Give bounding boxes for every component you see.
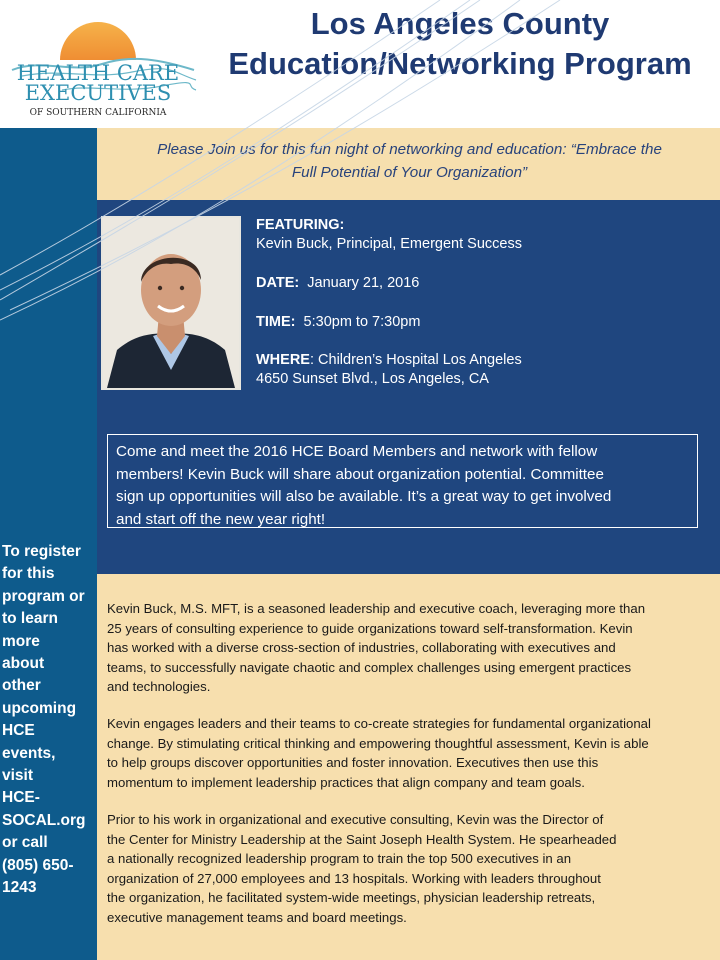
speaker-portrait-photo — [103, 218, 239, 388]
logo-line2: EXECUTIVES — [24, 81, 172, 105]
description-line: and start off the new year right! — [116, 510, 326, 528]
time-value: 5:30pm to 7:30pm — [303, 314, 421, 330]
bio-line: teams, to successfully navigate chaotic and complex challenges using emergent practices — [107, 659, 632, 675]
bio-line: Prior to his work in organizational and executive consulting, Kevin was the Director of — [107, 812, 604, 827]
registration-info — [2, 541, 94, 900]
featuring-value: Kevin Buck, Principal, Emergent Success — [256, 236, 522, 252]
description-line: Come and meet the 2016 HCE Board Members and network with fellow — [116, 443, 598, 460]
where-line2: 4650 Sunset Blvd., Los Angeles, CA — [256, 371, 489, 387]
bio-line: a nationally recognized leadership program to train the top 500 executives in an — [107, 851, 572, 866]
time-block — [256, 313, 420, 332]
sidebar-line: for this — [2, 565, 55, 583]
bio-line: and technologies. — [107, 679, 211, 694]
bio-line: the organization, he facilitated system-wide meetings, physician leadership retreats, — [107, 890, 596, 905]
sidebar-line: to learn — [2, 610, 58, 628]
sun-waves-logo-icon — [2, 14, 198, 122]
bio-line: the Center for Ministry Leadership at the Saint Joseph Health System. He spearheaded — [107, 831, 617, 847]
intro-line: Full Potential of Your Organization” — [291, 164, 528, 181]
logo-line3: OF SOUTHERN CALIFORNIA — [29, 108, 167, 118]
where-label: WHERE — [256, 352, 310, 368]
title-line1: Los Angeles County — [310, 6, 610, 41]
bio-paragraph-1 — [107, 599, 713, 697]
intro-line: Please Join us for this fun night of networking and education: “Embrace the — [157, 141, 662, 158]
sidebar-line: HCE- — [2, 789, 40, 807]
bio-line: momentum to implement leadership practices that align company and team goals. — [107, 774, 585, 790]
sidebar-line: upcoming — [2, 699, 77, 717]
sidebar-line: or call — [2, 834, 48, 852]
date-label: DATE: — [256, 275, 300, 291]
bio-paragraph-2 — [107, 714, 713, 792]
featuring-block — [256, 216, 522, 254]
website-link[interactable]: SOCAL.org — [2, 811, 86, 829]
event-description — [107, 434, 698, 528]
sidebar-line: To register — [2, 543, 81, 560]
logo-line1: HEALTH CARE — [16, 61, 180, 85]
hce-logo — [2, 14, 198, 122]
bio-line: 25 years of consulting experience to guide organizations toward self-transformation. Kevin — [107, 620, 633, 636]
bio-line: change. By stimulating critical thinking and empowering thoughtful assessment, Kevin is able — [107, 735, 649, 751]
bio-paragraph-3 — [107, 810, 713, 927]
sidebar-line: program or — [2, 587, 85, 605]
phone-number: (805) 650- — [2, 856, 74, 874]
description-line: members! Kevin Buck will share about organization potential. Committee — [116, 465, 604, 483]
featuring-label: FEATURING: — [256, 217, 345, 233]
bio-line: executive management teams and board meetings. — [107, 909, 407, 925]
title-line2: Education/Networking Program — [228, 46, 692, 81]
sidebar-line: events, — [2, 744, 56, 762]
bio-line: organization of 27,000 employees and 13 hospitals. Working with leaders throughout — [107, 870, 601, 886]
bio-line: Kevin engages leaders and their teams to co-create strategies for fundamental organizational — [107, 716, 651, 731]
intro-banner — [97, 128, 720, 200]
where-line1: : Children’s Hospital Los Angeles — [309, 352, 522, 368]
sidebar-line: HCE — [2, 722, 35, 740]
sidebar-line: other — [2, 677, 41, 695]
time-label: TIME: — [256, 314, 296, 330]
where-block — [256, 351, 522, 389]
bio-line: Kevin Buck, M.S. MFT, is a seasoned leadership and executive coach, leveraging more than — [107, 601, 646, 616]
bio-line: has worked with a diverse cross-section of industries, collaborating with executives and — [107, 640, 616, 655]
speaker-photo — [101, 216, 241, 390]
speaker-bio — [97, 574, 720, 960]
header — [0, 0, 720, 128]
page-title — [205, 4, 715, 84]
date-value: January 21, 2016 — [307, 275, 420, 291]
bio-line: to help groups discover opportunities and foster innovation. Executives then use this — [107, 755, 599, 770]
sidebar-line: visit — [2, 767, 34, 785]
sidebar-line: more — [2, 632, 40, 650]
description-line: sign up opportunities will also be available. It’s a great way to get involved — [116, 488, 612, 505]
intro-text — [111, 138, 708, 184]
phone-number: 1243 — [2, 879, 37, 897]
sidebar-line: about — [2, 655, 45, 673]
date-block — [256, 274, 419, 293]
event-panel — [97, 200, 720, 574]
